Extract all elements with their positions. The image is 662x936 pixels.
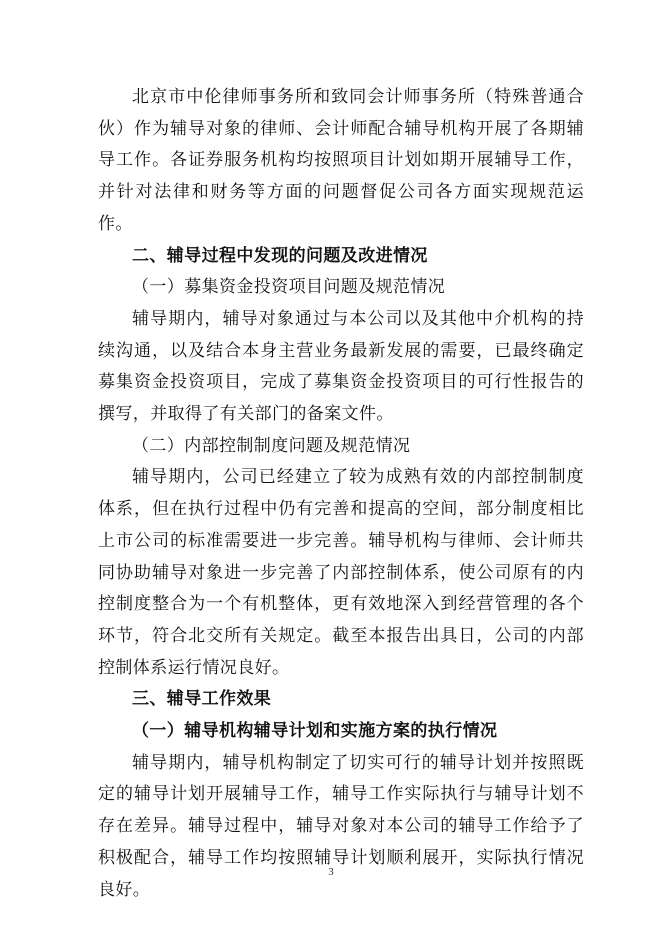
- section-heading-effect: 三、辅导工作效果: [132, 689, 272, 710]
- subsection-heading-fund-projects: （一）募集资金投资项目问题及规范情况: [132, 277, 446, 298]
- subsection-heading-plan-execution: （一）辅导机构辅导计划和实施方案的执行情况: [132, 721, 498, 742]
- paragraph-fund-projects: 辅导期内，辅导对象通过与本公司以及其他中介机构的持续沟通，以及结合本身主营业务最新发展的需要，已最终确定募集资金投资项目，完成了募集资金投资项目的可行性报告的撰写，并取得了有关部门的备案文件。: [98, 308, 584, 425]
- subsection-heading-internal-control: （二）内部控制制度问题及规范情况: [132, 435, 411, 456]
- section-heading-problems: 二、辅导过程中发现的问题及改进情况: [132, 245, 428, 266]
- document-body: [98, 82, 584, 906]
- paragraph-internal-control: 辅导期内，公司已经建立了较为成熟有效的内部控制制度体系，但在执行过程中仍有完善和提高的空间，部分制度相比上市公司的标准需要进一步完善。辅导机构与律师、会计师共同协助辅导对象进一步完善了内部控制体系，使公司原有的内控制度整合为一个有机整体，更有效地深入到经营管理的各个环节，符合北交所有关规定。截至本报告出具日，公司的内部控制体系运行情况良好。: [98, 467, 584, 678]
- paragraph-service-institutions: 北京市中伦律师事务所和致同会计师事务所（特殊普通合伙）作为辅导对象的律师、会计师配合辅导机构开展了各期辅导工作。各证券服务机构均按照项目计划如期开展辅导工作，并针对法律和财务等方面的问题督促公司各方面实现规范运作。: [98, 87, 584, 234]
- paragraph-plan-execution: 辅导期内，辅导机构制定了切实可行的辅导计划并按照既定的辅导计划开展辅导工作，辅导工作实际执行与辅导计划不存在差异。辅导过程中，辅导对象对本公司的辅导工作给予了积极配合，辅导工作均按照辅导计划顺利展开，实际执行情况良好。: [98, 752, 584, 900]
- page-number: 3: [328, 866, 334, 878]
